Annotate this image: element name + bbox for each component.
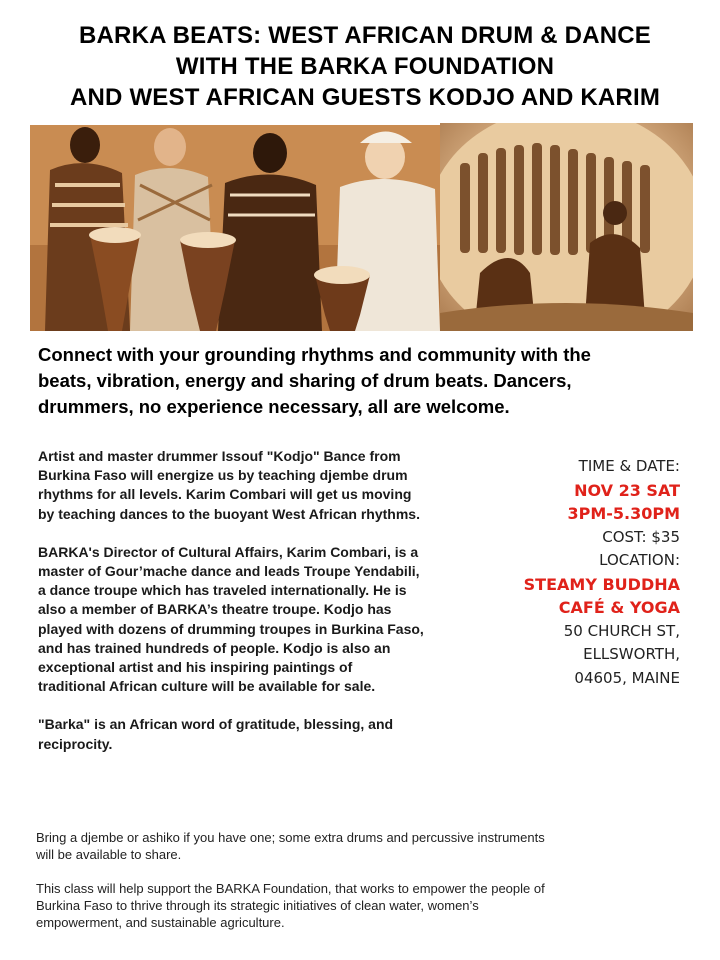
body-line: reciprocity. — [38, 735, 113, 752]
event-details — [500, 455, 680, 690]
footer-line: This class will help support the BARKA Foundation, that works to empower the people of — [36, 881, 545, 896]
drummers-photo — [30, 125, 440, 331]
footer-line: empowerment, and sustainable agriculture. — [36, 915, 285, 930]
footer-line: Burkina Faso to thrive through its strategic initiatives of clean water, women’s — [36, 898, 479, 913]
title-line: AND WEST AFRICAN GUESTS KODJO AND KARIM — [69, 84, 661, 111]
body-line: rhythms for all levels. Karim Combari will get us moving — [38, 486, 412, 503]
description — [38, 447, 528, 754]
intro-text — [38, 342, 698, 420]
event-date: NOV 23 SAT — [574, 480, 680, 500]
title-line: WITH THE BARKA FOUNDATION — [175, 53, 555, 80]
body-line: played with dozens of drumming troupes in Burkina Faso, — [38, 620, 424, 637]
location-label: LOCATION: — [599, 551, 680, 569]
address-line: 50 CHURCH ST, — [563, 621, 680, 640]
intro-line: drummers, no experience necessary, all are welcome. — [38, 396, 510, 417]
body-line: Burkina Faso will energize us by teaching djembe drum — [38, 467, 408, 484]
footer-line: will be available to share. — [36, 847, 182, 862]
title-line: BARKA BEATS: WEST AFRICAN DRUM & DANCE — [78, 22, 651, 49]
event-cost: COST: $35 — [602, 527, 680, 546]
body-line: Artist and master drummer Issouf "Kodjo" Bance from — [38, 448, 401, 464]
painting-illustration — [440, 123, 693, 331]
body-line: a dance troupe which has traveled internationally. He is — [38, 582, 407, 599]
footer-notes — [36, 829, 706, 931]
body-line: exceptional artist and his inspiring paintings of — [38, 659, 353, 676]
body-line: "Barka" is an African word of gratitude, blessing, and — [38, 716, 394, 733]
venue-name: CAFÉ & YOGA — [558, 598, 680, 617]
body-line: BARKA's Director of Cultural Affairs, Karim Combari, is a — [38, 543, 419, 560]
dance-painting — [440, 123, 693, 331]
intro-line: beats, vibration, energy and sharing of drum beats. Dancers, — [38, 370, 572, 391]
body-line: traditional African culture will be available for sale. — [38, 678, 376, 695]
drummers-illustration — [30, 125, 440, 331]
body-line: master of Gour’mache dance and leads Troupe Yendabili, — [38, 563, 420, 580]
body-line: and has trained hundreds of people. Kodjo is also an — [38, 639, 391, 656]
time-label: TIME & DATE: — [578, 457, 680, 475]
footer-line: Bring a djembe or ashiko if you have one; some extra drums and percussive instruments — [36, 830, 545, 845]
event-time: 3PM-5.30PM — [567, 504, 680, 523]
venue-name: STEAMY BUDDHA — [523, 574, 680, 594]
address-line: 04605, MAINE — [574, 668, 680, 687]
intro-line: Connect with your grounding rhythms and community with the — [38, 344, 591, 365]
body-line: also a member of BARKA’s theatre troupe. Kodjo has — [38, 601, 392, 618]
address-line: ELLSWORTH, — [583, 645, 680, 663]
event-title — [30, 20, 700, 113]
body-line: by teaching dances to the buoyant West African rhythms. — [38, 505, 420, 522]
